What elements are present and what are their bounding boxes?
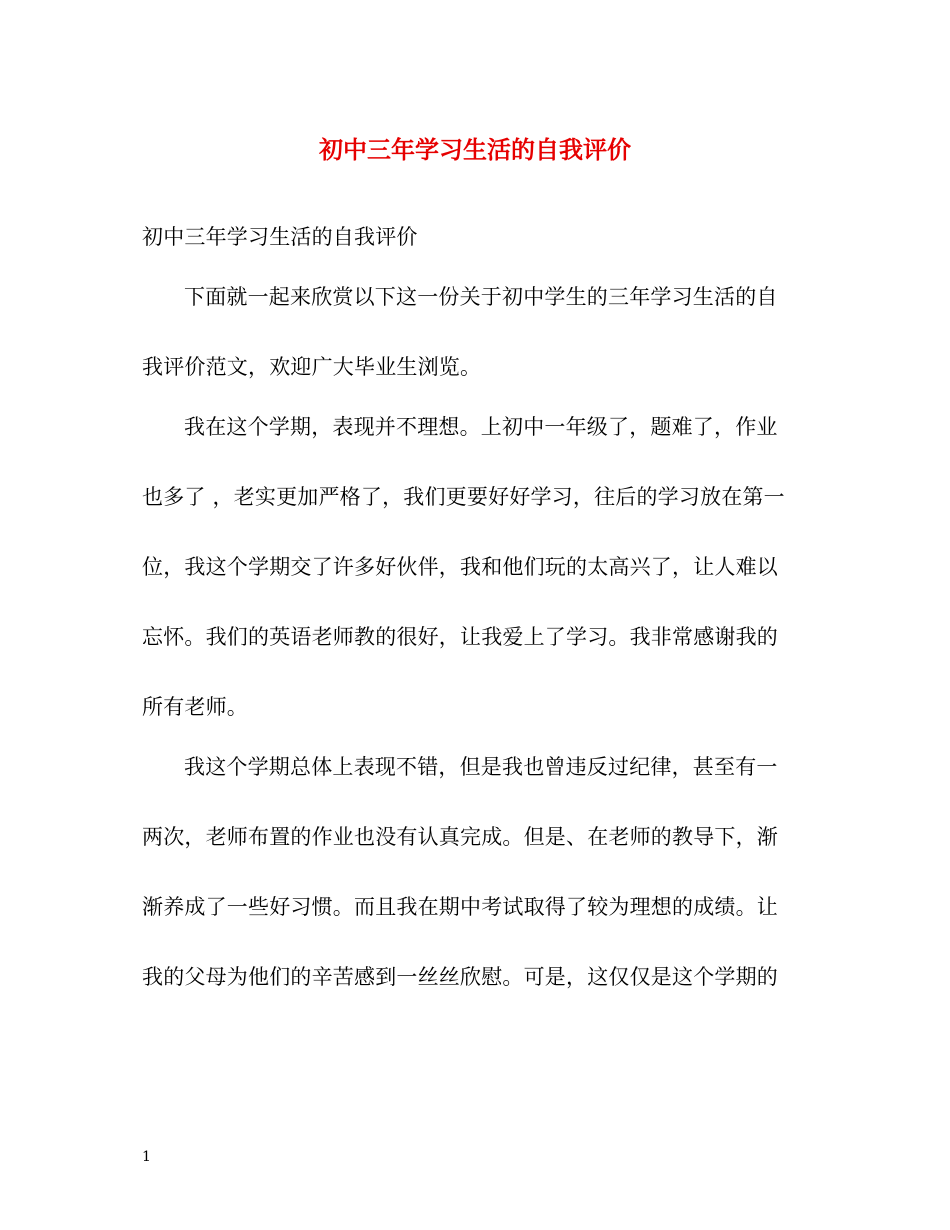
text-line: 忘怀。我们的英语老师教的很好，让我爱上了学习。我非常感谢我的 (142, 625, 778, 649)
text-line: 我在这个学期，表现并不理想。上初中一年级了，题难了，作业 (184, 415, 778, 439)
document-title: 初中三年学习生活的自我评价 (319, 135, 631, 164)
text-line: 下面就一起来欣赏以下这一份关于初中学生的三年学习生活的自 (184, 285, 778, 309)
text-line: 我的父母为他们的辛苦感到一丝丝欣慰。可是，这仅仅是这个学期的 (142, 965, 778, 989)
text-line: 初中三年学习生活的自我评价 (142, 225, 418, 249)
text-line: 渐养成了一些好习惯。而且我在期中考试取得了较为理想的成绩。让 (142, 895, 778, 919)
text-line: 位，我这个学期交了许多好伙伴，我和他们玩的太高兴了，让人难以 (142, 555, 778, 579)
text-line: 我评价范文，欢迎广大毕业生浏览。 (142, 355, 482, 379)
text-line: 所有老师。 (142, 695, 248, 719)
text-line: 我这个学期总体上表现不错，但是我也曾违反过纪律，甚至有一 (184, 755, 778, 779)
text-line: 两次，老师布置的作业也没有认真完成。但是、在老师的教导下，渐 (142, 825, 778, 849)
text-line: 也多了 ，老实更加严格了，我们更要好好学习，往后的学习放在第一 (142, 485, 785, 509)
page-number: 1 (142, 1149, 151, 1165)
